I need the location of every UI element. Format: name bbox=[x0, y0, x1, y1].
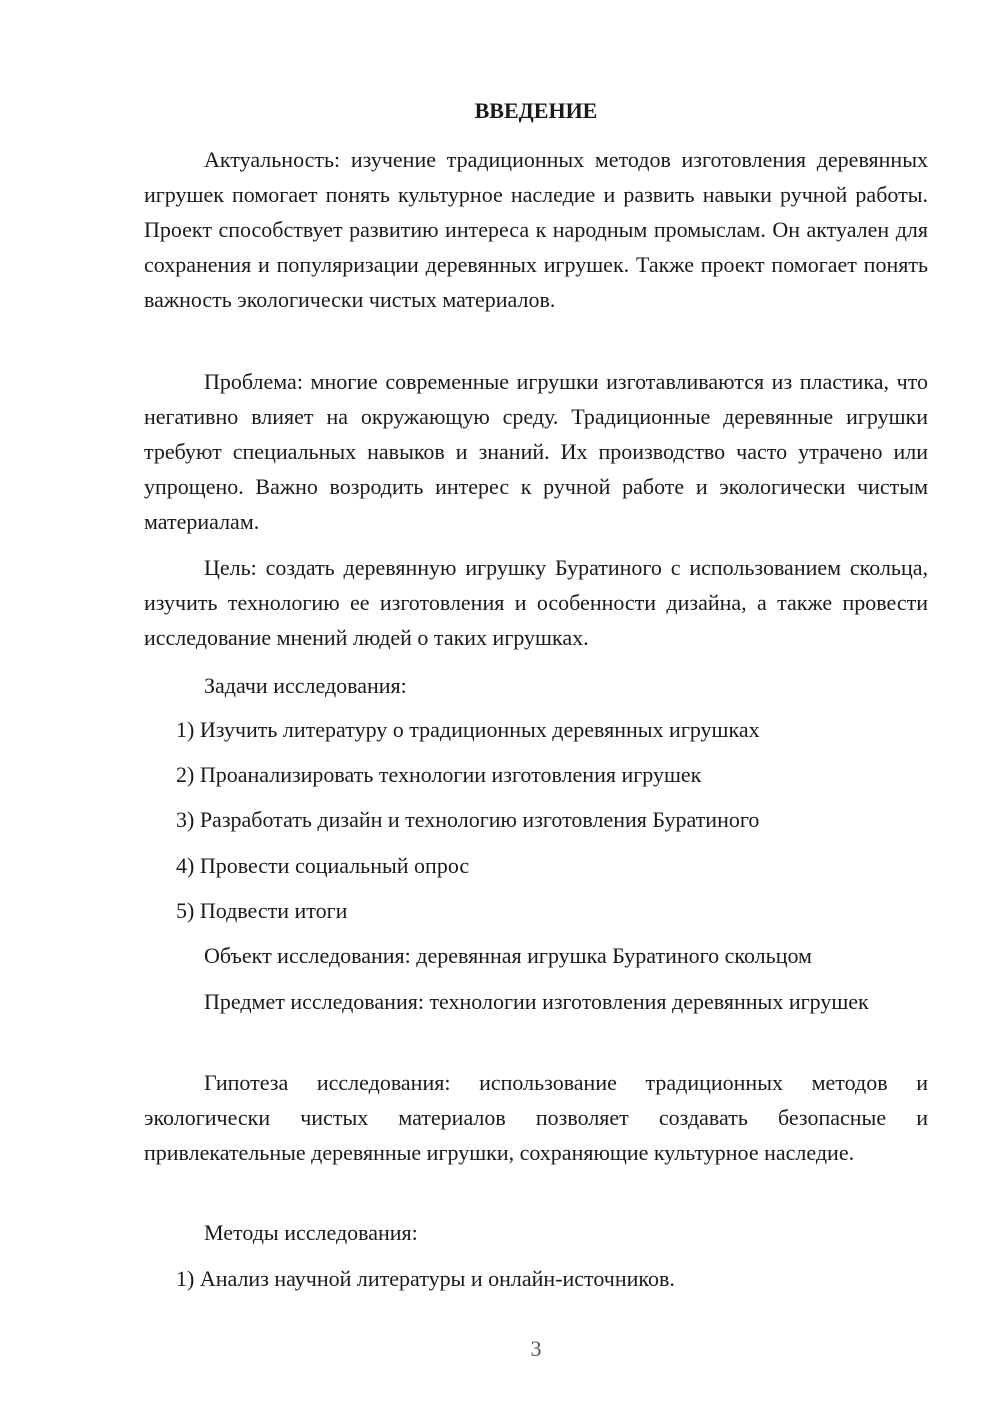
task-item-4: 4) Провести социальный опрос bbox=[176, 853, 470, 878]
problem-paragraph: Проблема: многие современные игрушки изготавливаются из пластика, что негативно влияет на окружающую среду. Традиционные деревянные игрушки требуют специальных навыков и знаний. Их производство часто утрачено или упрощено. Важно возродить интерес к ручной работе и экологически чистым материалам. bbox=[144, 369, 928, 534]
object-statement: Объект исследования: деревянная игрушка Буратиного скольцом bbox=[204, 943, 812, 968]
goal-paragraph: Цель: создать деревянную игрушку Буратиного с использованием скольца, изучить технологию ее изготовления и особенности дизайна, а также провести исследование мнений людей о таких игрушках. bbox=[144, 555, 928, 650]
subject-paragraph: Предмет исследования: технологии изготовления деревянных игрушек bbox=[204, 989, 869, 1014]
tasks-title: Задачи исследования: bbox=[204, 673, 407, 698]
task-item-5: 5) Подвести итоги bbox=[176, 898, 348, 923]
relevance-paragraph: Актуальность: изучение традиционных методов изготовления деревянных игрушек помогает понять культурное наследие и развить навыки ручной работы. Проект способствует развитию интереса к народным промыслам. Он актуален для сохранения и популяризации деревянных игрушек. Также проект помогает понять важность экологически чистых материалов. bbox=[144, 147, 928, 312]
section-heading: ВВЕДЕНИЕ bbox=[474, 98, 598, 123]
task-item-1: 1) Изучить литературу о традиционных деревянных игрушках bbox=[176, 717, 760, 742]
method-item-1: 1) Анализ научной литературы и онлайн-источников. bbox=[176, 1266, 675, 1291]
task-item-3: 3) Разработать дизайн и технологию изготовления Буратиного bbox=[176, 807, 760, 832]
hypothesis-paragraph: Гипотеза исследования: использование традиционных методов и экологически чистых материалов позволяет создавать безопасные и привлекательные деревянные игрушки, сохраняющие культурное наследие. bbox=[144, 1070, 928, 1165]
page-number: 3 bbox=[530, 1336, 542, 1361]
methods-title: Методы исследования: bbox=[204, 1220, 418, 1245]
task-item-2: 2) Проанализировать технологии изготовления игрушек bbox=[176, 762, 702, 787]
